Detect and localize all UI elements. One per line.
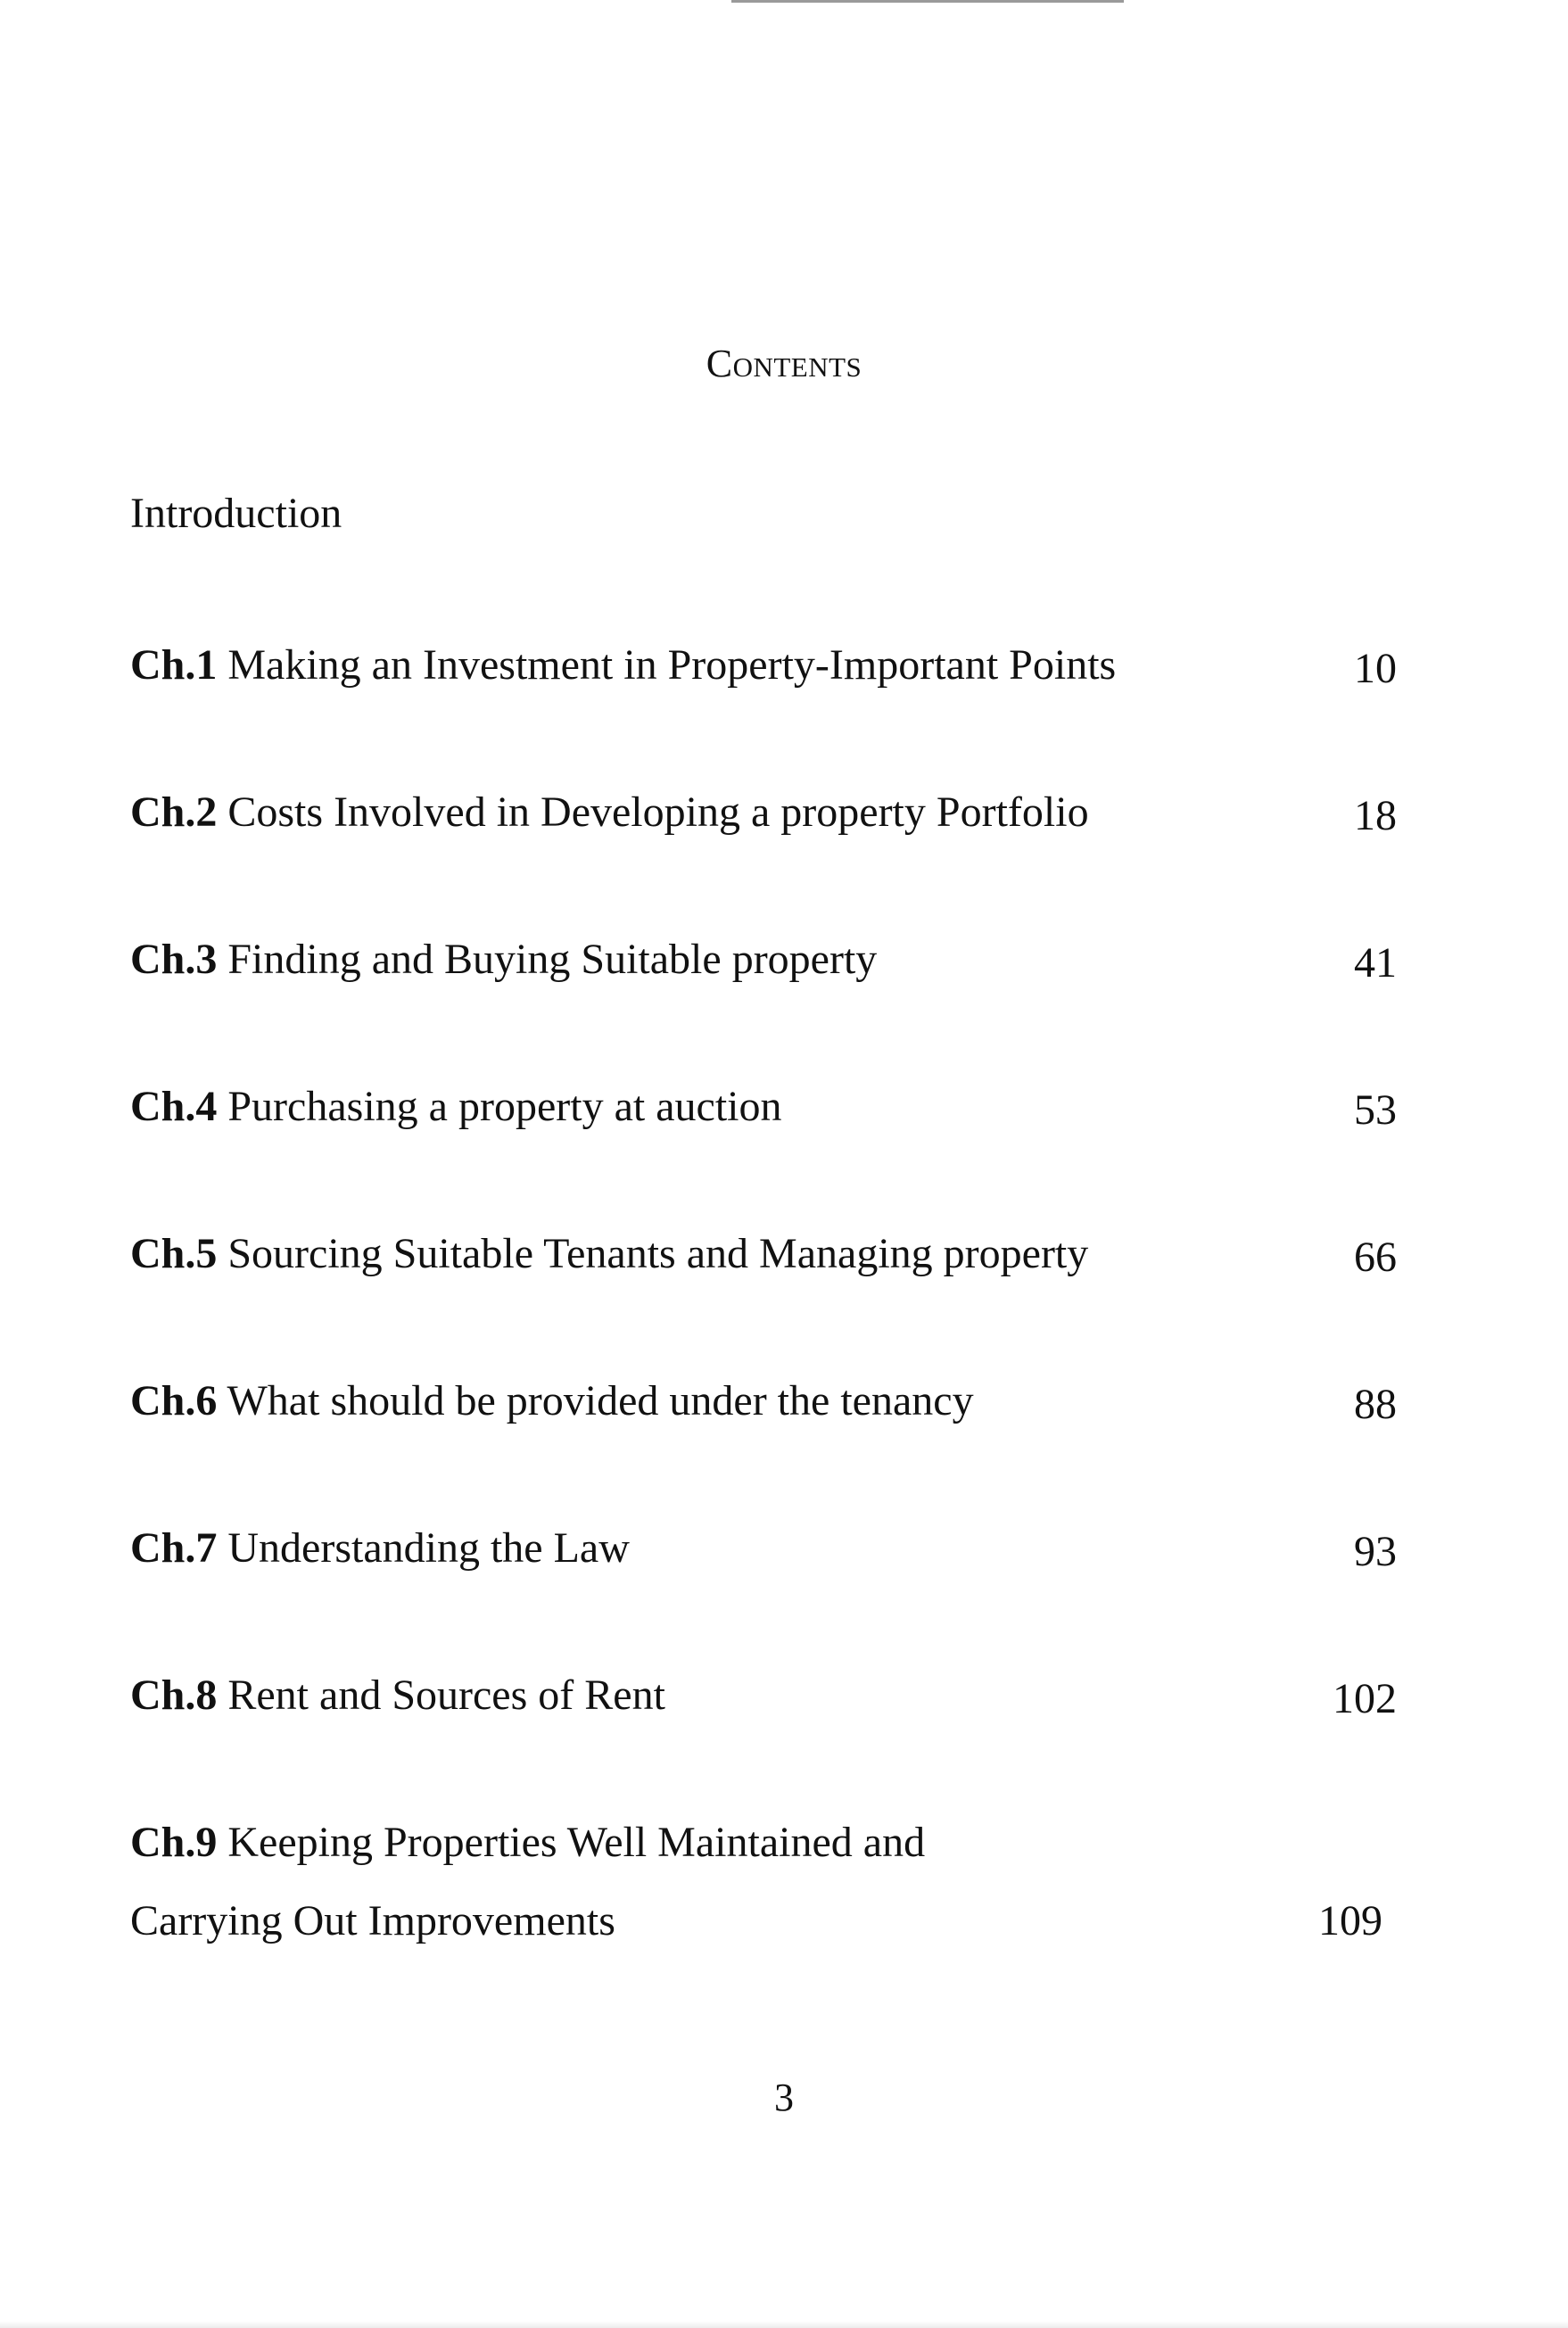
toc-page-number: 10 (1354, 645, 1397, 692)
chapter-number: Ch.1 (130, 641, 218, 689)
toc-entry-ch7 (130, 1524, 630, 1572)
chapter-number: Ch.3 (130, 936, 218, 983)
toc-page-number: 41 (1354, 939, 1397, 987)
chapter-number: Ch.7 (130, 1524, 218, 1572)
page-title: Contents (706, 342, 862, 385)
chapter-number: Ch.8 (130, 1672, 218, 1719)
toc-entry-ch2 (130, 788, 1089, 836)
page-bottom-edge (0, 2321, 1568, 2328)
toc-entry-ch8 (130, 1674, 665, 1717)
page-top-edge (731, 0, 1124, 3)
toc-page-number: 93 (1354, 1528, 1397, 1575)
toc-page-number: 18 (1354, 792, 1397, 839)
toc-entry-ch3 (130, 938, 877, 981)
toc-entry-ch6 (130, 1377, 974, 1424)
toc-page-number: 109 (1318, 1897, 1382, 1944)
chapter-title: Keeping Properties Well Maintained and (227, 1819, 926, 1866)
chapter-title: Rent and Sources of Rent (227, 1672, 665, 1719)
chapter-number: Ch.4 (130, 1083, 218, 1130)
toc-page-number: 102 (1333, 1675, 1397, 1722)
toc-entry-ch4 (130, 1083, 782, 1130)
toc-entry-ch9 (130, 1821, 925, 1864)
chapter-number: Ch.2 (130, 788, 218, 836)
chapter-number: Ch.6 (130, 1377, 218, 1424)
toc-entry-ch5 (130, 1230, 1089, 1277)
chapter-title: Purchasing a property at auction (227, 1083, 782, 1130)
toc-introduction: Introduction (130, 490, 342, 537)
page-number-footer: 3 (774, 2076, 794, 2119)
chapter-title: What should be provided under the tenancy (227, 1377, 974, 1424)
toc-page-number: 88 (1354, 1381, 1397, 1428)
chapter-title: Making an Investment in Property-Important Points (227, 641, 1117, 689)
toc-entry-ch1 (130, 641, 1117, 689)
chapter-title-continued: Carrying Out Improvements (130, 1897, 615, 1944)
chapter-number: Ch.5 (130, 1230, 218, 1277)
chapter-number: Ch.9 (130, 1819, 218, 1866)
chapter-title: Sourcing Suitable Tenants and Managing property (227, 1230, 1089, 1277)
chapter-title: Understanding the Law (227, 1524, 630, 1572)
toc-page-number: 53 (1354, 1086, 1397, 1134)
chapter-title: Finding and Buying Suitable property (227, 936, 878, 983)
chapter-title: Costs Involved in Developing a property Portfolio (227, 788, 1089, 836)
toc-page-number: 66 (1354, 1234, 1397, 1281)
